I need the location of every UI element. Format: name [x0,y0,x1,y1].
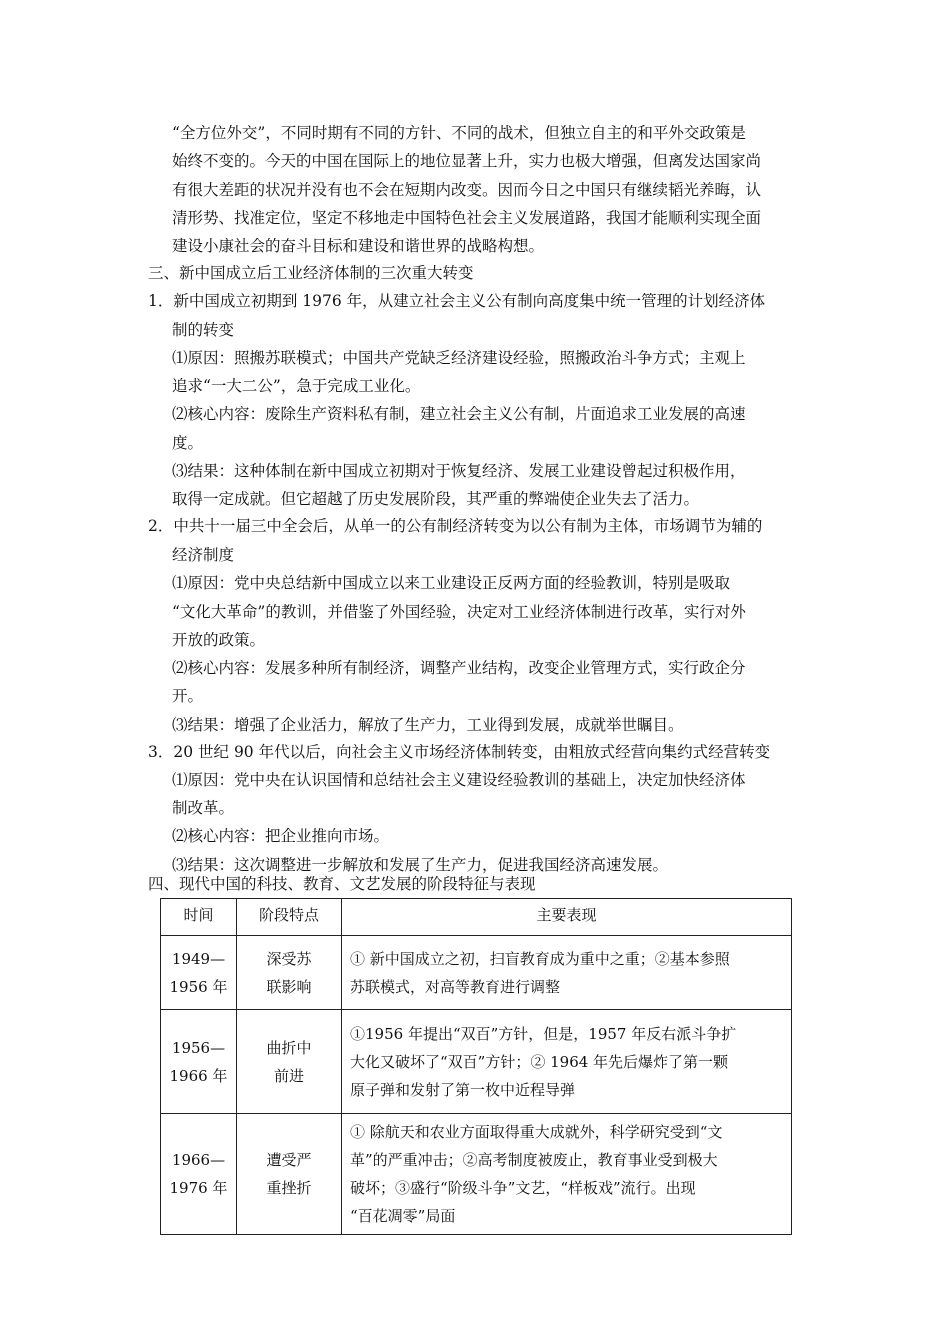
cell-line: 深受苏 [266,949,312,968]
item-reason: ⑴原因：党中央在认识国情和总结社会主义建设经验教训的基础上，决定加快经济体 [172,771,746,789]
item-reason: ⑴原因：照搬苏联模式；中国共产党缺乏经济建设经验，照搬政治斗争方式；主观上 [172,349,746,367]
table-row [161,1010,792,1114]
item-reason: 制改革。 [172,799,235,817]
item-title: 2．中共十一届三中全会后，从单一的公有制经济转变为以公有制为主体，市场调节为辅的 [148,517,763,535]
cell-line: ①1956 年提出“双百”方针，但是，1957 年反右派斗争扩 [350,1024,737,1043]
item-title: 经济制度 [172,546,235,564]
item-reason: ⑴原因：党中央总结新中国成立以来工业建设正反两方面的经验教训，特别是吸取 [172,574,731,592]
cell-line: 重挫折 [266,1179,312,1197]
item-reason: 开放的政策。 [172,631,266,649]
item-title: 3．20 世纪 90 年代以后，向社会主义市场经济体制转变，由粗放式经营向集约式经营转变 [148,743,771,761]
cell-content [342,1114,792,1235]
cell-line: 1956— [171,1038,226,1057]
cell-line: ① 除航天和农业方面取得重大成就外，科学研究受到“文 [350,1123,723,1141]
item-core: ⑵核心内容：把企业推向市场。 [172,827,390,845]
section-heading: 三、新中国成立后工业经济体制的三次重大转变 [148,264,474,282]
item-title: 1．新中国成立初期到 1976 年，从建立社会主义公有制向高度集中统一管理的计划经济体 [148,292,766,310]
item-reason: 追求“一大二公”，急于完成工业化。 [172,377,421,395]
cell-line: 1976 年 [169,1179,228,1197]
item-core: 开。 [172,687,204,705]
item-core: ⑵核心内容：废除生产资料私有制，建立社会主义公有制，片面追求工业发展的高速 [172,405,746,423]
cell-line: ① 新中国成立之初，扫盲教育成为重中之重；②基本参照 [350,949,730,968]
paragraph-line: “全方位外交”，不同时期有不同的方针、不同的战术，但独立自主的和平外交政策是 [172,124,746,142]
cell-feature [237,1010,342,1114]
item-core: ⑵核心内容：发展多种所有制经济，调整产业结构，改变企业管理方式，实行政企分 [172,659,746,677]
cell-line: 前进 [273,1066,304,1085]
cell-line: 苏联模式，对高等教育进行调整 [350,977,561,996]
header-feature: 阶段特点 [237,899,342,936]
item-reason: “文化大革命”的教训，并借鉴了外国经验，决定对工业经济体制进行改革，实行对外 [172,603,746,621]
paragraph-line: 清形势、找准定位，坚定不移地走中国特色社会主义发展道路，我国才能顺利实现全面 [172,209,762,227]
cell-line: 破坏；③盛行“阶级斗争”文艺，“样板戏”流行。出现 [350,1179,696,1197]
cell-line: 革”的严重冲击；②高考制度被废止，教育事业受到极大 [350,1151,718,1169]
table-header-row [161,899,792,936]
cell-line: 遭受严 [266,1151,312,1169]
section-heading: 四、现代中国的科技、教育、文艺发展的阶段特征与表现 [148,875,536,893]
cell-feature [237,936,342,1010]
cell-line: 1956 年 [169,977,228,996]
item-result: 取得一定成就。但它超越了历史发展阶段，其严重的弊端使企业失去了活力。 [172,490,700,508]
header-time: 时间 [161,899,237,936]
cell-line: 1949— [171,949,226,968]
item-core: 度。 [172,434,204,452]
table-row [161,1114,792,1235]
cell-content [342,936,792,1010]
cell-time [161,1114,237,1235]
cell-line: “百花凋零”局面 [350,1207,456,1225]
paragraph-line: 始终不变的。今天的中国在国际上的地位显著上升，实力也极大增强，但离发达国家尚 [172,152,762,170]
item-title: 制的转变 [172,321,235,339]
cell-line: 大化又破坏了“双百”方针；② 1964 年先后爆炸了第一颗 [350,1052,729,1071]
paragraph-line: 有很大差距的状况并没有也不会在短期内改变。因而今日之中国只有继续韬光养晦，认 [172,181,762,199]
paragraph-line: 建设小康社会的奋斗目标和建设和谐世界的战略构想。 [172,237,545,255]
cell-time [161,936,237,1010]
cell-time [161,1010,237,1114]
cell-line: 1966— [171,1151,226,1169]
item-result: ⑶结果：这次调整进一步解放和发展了生产力，促进我国经济高速发展。 [172,856,669,874]
cell-line: 1966 年 [169,1066,228,1085]
cell-feature [237,1114,342,1235]
header-content: 主要表现 [342,899,792,936]
cell-line: 原子弹和发射了第一枚中近程导弹 [350,1080,576,1099]
item-result: ⑶结果：增强了企业活力，解放了生产力，工业得到发展，成就举世瞩目。 [172,716,684,734]
cell-line: 联影响 [266,977,312,996]
cell-content [342,1010,792,1114]
item-result: ⑶结果：这种体制在新中国成立初期对于恢复经济、发展工业建设曾起过积极作用， [172,462,746,480]
table-row [161,936,792,1010]
stage-table [160,898,792,1235]
cell-line: 曲折中 [266,1038,312,1057]
